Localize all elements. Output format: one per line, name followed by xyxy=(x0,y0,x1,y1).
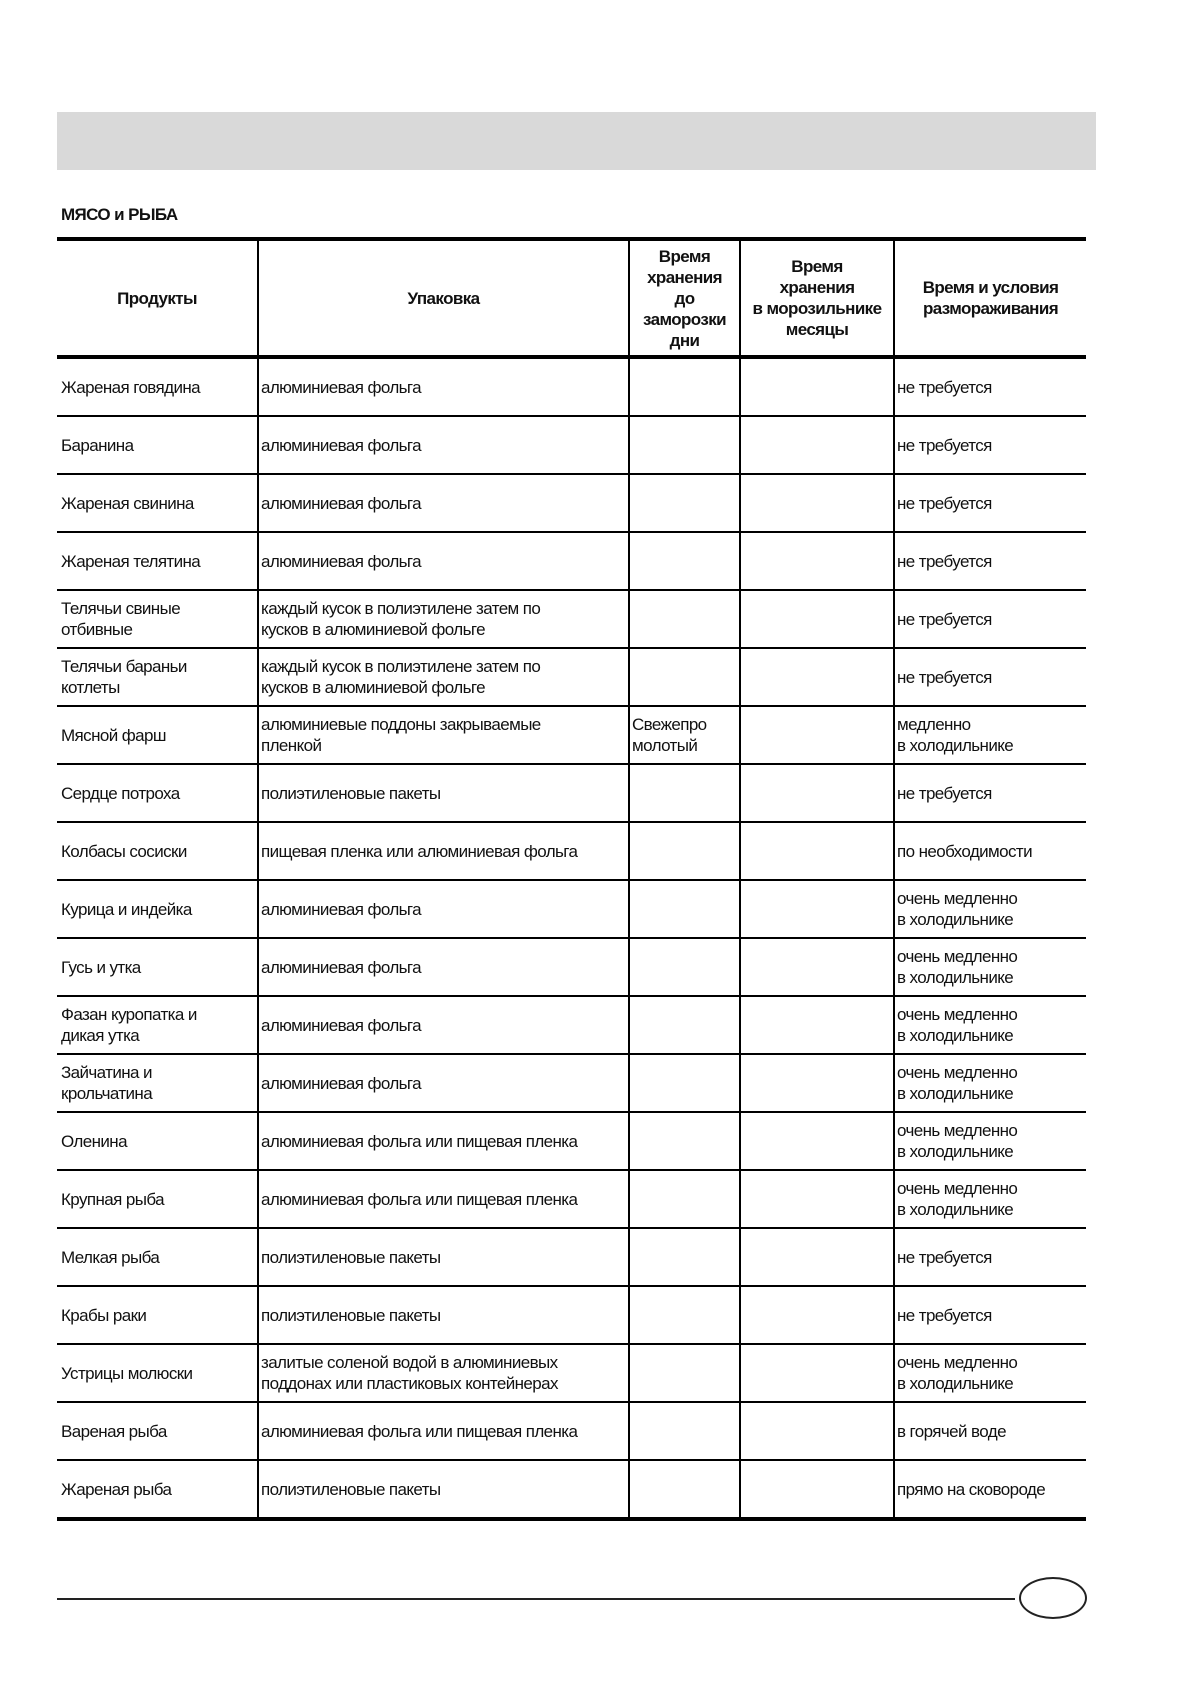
cell-product: Мелкая рыба xyxy=(57,1228,258,1286)
cell-days xyxy=(629,648,740,706)
cell-days xyxy=(629,1112,740,1170)
cell-thawing: медленно в холодильнике xyxy=(894,706,1086,764)
cell-packaging: алюминиевая фольга xyxy=(258,416,629,474)
cell-packaging: алюминиевая фольга или пищевая пленка xyxy=(258,1402,629,1460)
cell-product: Телячьи бараньи котлеты xyxy=(57,648,258,706)
cell-packaging: каждый кусок в полиэтилене затем по кусков в алюминиевой фольге xyxy=(258,590,629,648)
section-title: МЯСО и РЫБА xyxy=(61,205,178,224)
cell-months xyxy=(740,1054,894,1112)
cell-days xyxy=(629,764,740,822)
table-row xyxy=(57,996,1086,1054)
cell-thawing: прямо на сковороде xyxy=(894,1460,1086,1519)
cell-packaging: алюминиевая фольга xyxy=(258,357,629,416)
cell-thawing: очень медленно в холодильнике xyxy=(894,1344,1086,1402)
cell-packaging: полиэтиленовые пакеты xyxy=(258,764,629,822)
cell-product: Крабы раки xyxy=(57,1286,258,1344)
cell-thawing: не требуется xyxy=(894,1228,1086,1286)
cell-packaging: алюминиевая фольга xyxy=(258,1054,629,1112)
cell-months xyxy=(740,416,894,474)
cell-thawing: по необходимости xyxy=(894,822,1086,880)
cell-months xyxy=(740,1402,894,1460)
cell-product: Устрицы молюски xyxy=(57,1344,258,1402)
table-row xyxy=(57,880,1086,938)
cell-product: Курица и индейка xyxy=(57,880,258,938)
cell-thawing: не требуется xyxy=(894,532,1086,590)
cell-thawing: не требуется xyxy=(894,416,1086,474)
cell-product: Зайчатина и крольчатина xyxy=(57,1054,258,1112)
cell-thawing: очень медленно в холодильнике xyxy=(894,880,1086,938)
cell-days xyxy=(629,1344,740,1402)
cell-product: Крупная рыба xyxy=(57,1170,258,1228)
cell-months xyxy=(740,648,894,706)
table-row xyxy=(57,648,1086,706)
cell-thawing: не требуется xyxy=(894,474,1086,532)
cell-packaging: залитые соленой водой в алюминиевых поддонах или пластиковых контейнерах xyxy=(258,1344,629,1402)
cell-product: Гусь и утка xyxy=(57,938,258,996)
cell-packaging: алюминиевая фольга xyxy=(258,880,629,938)
header-packaging: Упаковка xyxy=(258,239,629,357)
table-row xyxy=(57,474,1086,532)
storage-table xyxy=(57,237,1086,1521)
cell-days xyxy=(629,1460,740,1519)
cell-product: Баранина xyxy=(57,416,258,474)
cell-thawing: не требуется xyxy=(894,764,1086,822)
cell-packaging: полиэтиленовые пакеты xyxy=(258,1228,629,1286)
header-products: Продукты xyxy=(57,239,258,357)
cell-days xyxy=(629,1170,740,1228)
cell-months xyxy=(740,880,894,938)
cell-packaging: полиэтиленовые пакеты xyxy=(258,1460,629,1519)
cell-thawing: очень медленно в холодильнике xyxy=(894,996,1086,1054)
cell-days xyxy=(629,532,740,590)
cell-packaging: алюминиевая фольга xyxy=(258,938,629,996)
cell-packaging: каждый кусок в полиэтилене затем по кусков в алюминиевой фольге xyxy=(258,648,629,706)
cell-months xyxy=(740,938,894,996)
header-months-in-freezer: Время хранения в морозильнике месяцы xyxy=(740,239,894,357)
footer-line xyxy=(57,1598,1015,1600)
cell-days xyxy=(629,880,740,938)
table-row xyxy=(57,1112,1086,1170)
cell-thawing: очень медленно в холодильнике xyxy=(894,1112,1086,1170)
cell-thawing: очень медленно в холодильнике xyxy=(894,938,1086,996)
cell-thawing: не требуется xyxy=(894,648,1086,706)
header-band xyxy=(57,112,1096,170)
cell-months xyxy=(740,1460,894,1519)
cell-product: Жареная телятина xyxy=(57,532,258,590)
cell-thawing: не требуется xyxy=(894,590,1086,648)
cell-product: Колбасы сосиски xyxy=(57,822,258,880)
cell-days xyxy=(629,1286,740,1344)
cell-days xyxy=(629,996,740,1054)
cell-days xyxy=(629,822,740,880)
cell-thawing: не требуется xyxy=(894,1286,1086,1344)
table-row xyxy=(57,1344,1086,1402)
cell-thawing: в горячей воде xyxy=(894,1402,1086,1460)
cell-days xyxy=(629,1228,740,1286)
table-row xyxy=(57,1402,1086,1460)
cell-days: Свежепро молотый xyxy=(629,706,740,764)
table-row xyxy=(57,822,1086,880)
table-body xyxy=(57,357,1086,1519)
cell-months xyxy=(740,590,894,648)
cell-thawing: не требуется xyxy=(894,357,1086,416)
cell-days xyxy=(629,474,740,532)
cell-product: Фазан куропатка и дикая утка xyxy=(57,996,258,1054)
page-number-oval xyxy=(1019,1577,1087,1619)
cell-months xyxy=(740,474,894,532)
table-header-row xyxy=(57,239,1086,357)
table-row xyxy=(57,357,1086,416)
cell-packaging: полиэтиленовые пакеты xyxy=(258,1286,629,1344)
cell-product: Мясной фарш xyxy=(57,706,258,764)
cell-months xyxy=(740,1344,894,1402)
table-row xyxy=(57,706,1086,764)
cell-thawing: очень медленно в холодильнике xyxy=(894,1170,1086,1228)
header-days-before-freezing: Время хранения до заморозки дни xyxy=(629,239,740,357)
table-row xyxy=(57,1460,1086,1519)
cell-packaging: алюминиевая фольга или пищевая пленка xyxy=(258,1170,629,1228)
cell-packaging: алюминиевая фольга xyxy=(258,532,629,590)
cell-days xyxy=(629,357,740,416)
table-row xyxy=(57,1228,1086,1286)
cell-product: Телячьи свиные отбивные xyxy=(57,590,258,648)
cell-months xyxy=(740,357,894,416)
cell-days xyxy=(629,938,740,996)
cell-product: Жареная свинина xyxy=(57,474,258,532)
cell-days xyxy=(629,1054,740,1112)
table-row xyxy=(57,1054,1086,1112)
table-row xyxy=(57,1170,1086,1228)
cell-product: Вареная рыба xyxy=(57,1402,258,1460)
cell-product: Жареная говядина xyxy=(57,357,258,416)
cell-days xyxy=(629,1402,740,1460)
cell-months xyxy=(740,764,894,822)
table-row xyxy=(57,1286,1086,1344)
cell-months xyxy=(740,1228,894,1286)
cell-product: Жареная рыба xyxy=(57,1460,258,1519)
cell-months xyxy=(740,822,894,880)
cell-days xyxy=(629,590,740,648)
cell-thawing: очень медленно в холодильнике xyxy=(894,1054,1086,1112)
table-row xyxy=(57,532,1086,590)
cell-product: Оленина xyxy=(57,1112,258,1170)
cell-months xyxy=(740,1112,894,1170)
cell-months xyxy=(740,996,894,1054)
cell-packaging: алюминиевая фольга xyxy=(258,996,629,1054)
cell-months xyxy=(740,706,894,764)
table-row xyxy=(57,590,1086,648)
table-row xyxy=(57,938,1086,996)
cell-days xyxy=(629,416,740,474)
cell-packaging: алюминиевая фольга xyxy=(258,474,629,532)
header-thawing: Время и условия размораживания xyxy=(894,239,1086,357)
cell-packaging: алюминиевая фольга или пищевая пленка xyxy=(258,1112,629,1170)
cell-months xyxy=(740,1170,894,1228)
cell-packaging: пищевая пленка или алюминиевая фольга xyxy=(258,822,629,880)
cell-product: Сердце потроха xyxy=(57,764,258,822)
table-row xyxy=(57,416,1086,474)
cell-packaging: алюминиевые поддоны закрываемые пленкой xyxy=(258,706,629,764)
table-row xyxy=(57,764,1086,822)
cell-months xyxy=(740,1286,894,1344)
cell-months xyxy=(740,532,894,590)
